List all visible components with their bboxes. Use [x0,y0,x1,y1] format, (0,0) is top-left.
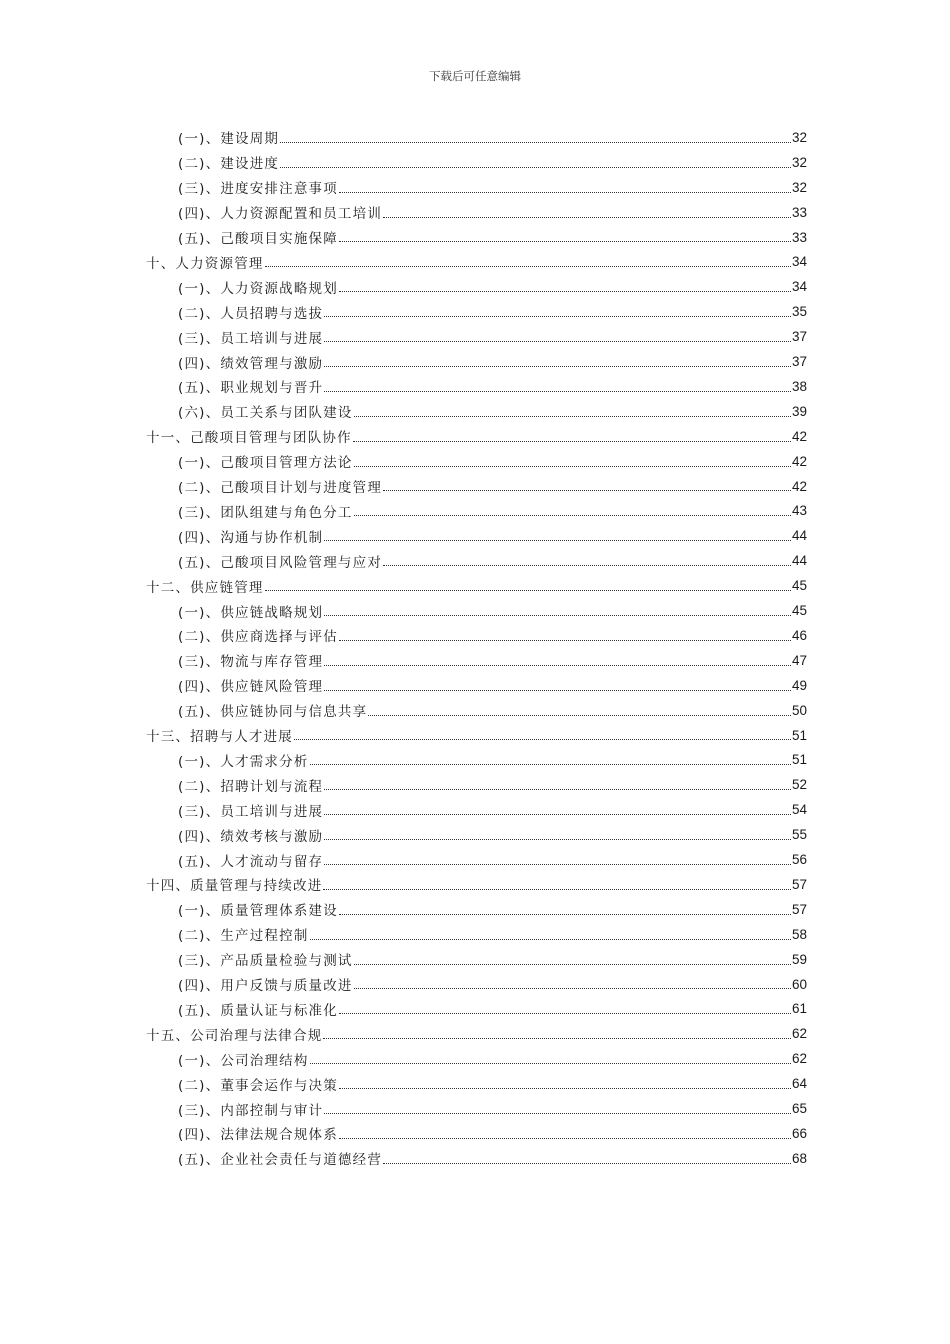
toc-entry-title: 十三、招聘与人才进展 [146,729,293,746]
toc-dot-leader [324,813,791,815]
toc-entry-title: 十、人力资源管理 [146,255,264,272]
toc-entry-title: (四)、供应链风险管理 [178,679,324,696]
toc-entry-title: 十四、质量管理与持续改进 [146,878,323,895]
toc-dot-leader [324,1112,791,1114]
toc-page-number: 66 [791,1125,807,1141]
toc-page-number: 45 [791,578,807,594]
toc-dot-leader [353,440,791,442]
toc-page-number: 51 [791,752,807,768]
toc-page-number: 61 [791,1001,807,1017]
toc-section-entry[interactable] [178,474,807,499]
toc-section-entry[interactable] [178,847,807,872]
toc-page-number: 34 [791,279,807,295]
toc-chapter-entry[interactable] [146,250,807,275]
toc-chapter-entry[interactable] [146,723,807,748]
toc-section-entry[interactable] [178,997,807,1022]
toc-section-entry[interactable] [178,399,807,424]
toc-dot-leader [383,489,791,491]
toc-entry-title: (六)、员工关系与团队建设 [178,405,353,422]
toc-dot-leader [324,664,791,666]
toc-page-number: 35 [791,304,807,320]
toc-dot-leader [354,415,791,417]
toc-page-number: 49 [791,677,807,693]
toc-entry-title: 十二、供应链管理 [146,579,264,596]
toc-dot-leader [324,689,791,691]
toc-entry-title: (五)、供应链协同与信息共享 [178,704,368,721]
toc-page-number: 56 [791,852,807,868]
toc-page-number: 60 [791,976,807,992]
toc-entry-title: (一)、人才需求分析 [178,753,309,770]
toc-entry-title: 十一、己酸项目管理与团队协作 [146,430,352,447]
toc-entry-title: (二)、招聘计划与流程 [178,778,324,795]
toc-dot-leader [354,987,791,989]
toc-section-entry[interactable] [178,748,807,773]
toc-page-number: 47 [791,652,807,668]
toc-section-entry[interactable] [178,324,807,349]
toc-dot-leader [368,714,791,716]
toc-section-entry[interactable] [178,698,807,723]
toc-dot-leader [339,913,791,915]
toc-entry-title: (二)、己酸项目计划与进度管理 [178,480,383,497]
toc-entry-title: (三)、员工培训与进展 [178,803,324,820]
toc-entry-title: (五)、职业规划与晋升 [178,380,324,397]
toc-dot-leader [383,216,791,218]
toc-dot-leader [323,1037,791,1039]
toc-dot-leader [339,290,791,292]
toc-page-number: 32 [791,179,807,195]
toc-page-number: 44 [791,553,807,569]
toc-dot-leader [280,166,791,168]
toc-entry-title: (一)、人力资源战略规划 [178,280,338,297]
toc-entry-title: (二)、人员招聘与选拔 [178,305,324,322]
toc-section-entry[interactable] [178,274,807,299]
toc-page-number: 43 [791,503,807,519]
toc-page-number: 62 [791,1026,807,1042]
toc-page-number: 58 [791,926,807,942]
toc-dot-leader [324,788,791,790]
toc-entry-title: (五)、己酸项目实施保障 [178,231,338,248]
toc-page-number: 33 [791,229,807,245]
toc-dot-leader [323,888,791,890]
toc-dot-leader [339,1137,791,1139]
toc-entry-title: (三)、团队组建与角色分工 [178,504,353,521]
toc-page-number: 39 [791,403,807,419]
toc-page-number: 37 [791,354,807,370]
toc-section-entry[interactable] [178,1121,807,1146]
toc-page-number: 34 [791,254,807,270]
toc-dot-leader [265,589,791,591]
toc-entry-title: (三)、进度安排注意事项 [178,181,338,198]
toc-entry-title: (四)、用户反馈与质量改进 [178,978,353,995]
toc-entry-title: (一)、质量管理体系建设 [178,903,338,920]
toc-section-entry[interactable] [178,972,807,997]
toc-entry-title: (三)、物流与库存管理 [178,654,324,671]
toc-chapter-entry[interactable] [146,424,807,449]
toc-dot-leader [280,141,791,143]
toc-chapter-entry[interactable] [146,872,807,897]
toc-entry-title: (五)、企业社会责任与道德经营 [178,1152,383,1169]
toc-section-entry[interactable] [178,922,807,947]
toc-dot-leader [339,1012,791,1014]
toc-entry-title: (一)、公司治理结构 [178,1052,309,1069]
toc-dot-leader [324,863,791,865]
toc-page-number: 55 [791,827,807,843]
toc-dot-leader [324,539,791,541]
toc-page-number: 59 [791,951,807,967]
toc-page-number: 33 [791,204,807,220]
toc-section-entry[interactable] [178,1071,807,1096]
toc-entry-title: (四)、人力资源配置和员工培训 [178,206,383,223]
toc-dot-leader [324,315,791,317]
toc-page-number: 46 [791,627,807,643]
toc-page-number: 65 [791,1101,807,1117]
toc-section-entry[interactable] [178,947,807,972]
toc-entry-title: (一)、建设周期 [178,131,280,148]
toc-entry-title: (二)、供应商选择与评估 [178,629,338,646]
toc-entry-title: (三)、内部控制与审计 [178,1102,324,1119]
toc-page-number: 50 [791,702,807,718]
toc-section-entry[interactable] [178,772,807,797]
toc-section-entry[interactable] [178,225,807,250]
toc-dot-leader [310,763,791,765]
toc-page-number: 42 [791,478,807,494]
toc-page-number: 62 [791,1051,807,1067]
toc-section-entry[interactable] [178,175,807,200]
toc-entry-title: (四)、绩效管理与激励 [178,355,324,372]
toc-section-entry[interactable] [178,1146,807,1171]
toc-page-number: 51 [791,727,807,743]
toc-section-entry[interactable] [178,523,807,548]
toc-section-entry[interactable] [178,598,807,623]
toc-dot-leader [324,614,791,616]
toc-page-number: 32 [791,154,807,170]
toc-section-entry[interactable] [178,797,807,822]
toc-page-number: 32 [791,129,807,145]
toc-section-entry[interactable] [178,623,807,648]
toc-page-number: 42 [791,453,807,469]
toc-dot-leader [339,639,791,641]
toc-entry-title: (四)、法律法规合规体系 [178,1127,338,1144]
toc-entry-title: (三)、员工培训与进展 [178,330,324,347]
toc-section-entry[interactable] [178,1096,807,1121]
toc-page-number: 37 [791,329,807,345]
toc-dot-leader [310,938,791,940]
toc-dot-leader [324,838,791,840]
toc-entry-title: 十五、公司治理与法律合规 [146,1027,323,1044]
download-note: 下载后可任意编辑 [429,69,521,83]
toc-dot-leader [339,1087,791,1089]
toc-entry-title: (四)、绩效考核与激励 [178,828,324,845]
toc-entry-title: (三)、产品质量检验与测试 [178,953,353,970]
toc-dot-leader [383,564,791,566]
toc-entry-title: (一)、供应链战略规划 [178,604,324,621]
toc-page-number: 54 [791,802,807,818]
toc-section-entry[interactable] [178,1046,807,1071]
toc-dot-leader [383,1162,791,1164]
toc-dot-leader [354,514,791,516]
toc-section-entry[interactable] [178,822,807,847]
toc-page-number: 68 [791,1150,807,1166]
toc-section-entry[interactable] [178,449,807,474]
toc-entry-title: (五)、人才流动与留存 [178,853,324,870]
toc-dot-leader [324,390,791,392]
toc-entry-title: (一)、己酸项目管理方法论 [178,455,353,472]
toc-page-number: 64 [791,1076,807,1092]
toc-section-entry[interactable] [178,349,807,374]
toc-dot-leader [339,240,791,242]
toc-section-entry[interactable] [178,673,807,698]
toc-dot-leader [354,465,791,467]
toc-section-entry[interactable] [178,200,807,225]
toc-section-entry[interactable] [178,299,807,324]
toc-entry-title: (二)、董事会运作与决策 [178,1077,338,1094]
toc-section-entry[interactable] [178,150,807,175]
toc-page-number: 44 [791,528,807,544]
toc-page-number: 38 [791,378,807,394]
toc-section-entry[interactable] [178,374,807,399]
toc-section-entry[interactable] [178,648,807,673]
toc-section-entry[interactable] [178,897,807,922]
toc-entry-title: (五)、己酸项目风险管理与应对 [178,554,383,571]
toc-dot-leader [324,365,791,367]
toc-page-number: 42 [791,428,807,444]
toc-page-number: 52 [791,777,807,793]
toc-section-entry[interactable] [178,125,807,150]
toc-dot-leader [324,340,791,342]
toc-entry-title: (四)、沟通与协作机制 [178,529,324,546]
toc-dot-leader [339,191,791,193]
toc-section-entry[interactable] [178,548,807,573]
toc-page-number: 45 [791,603,807,619]
toc-entry-title: (五)、质量认证与标准化 [178,1002,338,1019]
toc-page-number: 57 [791,901,807,917]
toc-entry-title: (二)、建设进度 [178,156,280,173]
toc-entry-title: (二)、生产过程控制 [178,928,309,945]
toc-section-entry[interactable] [178,499,807,524]
toc-chapter-entry[interactable] [146,573,807,598]
toc-dot-leader [310,1062,791,1064]
toc-page-number: 57 [791,876,807,892]
toc-dot-leader [354,963,791,965]
toc-dot-leader [265,265,791,267]
toc-dot-leader [294,738,791,740]
toc-chapter-entry[interactable] [146,1021,807,1046]
